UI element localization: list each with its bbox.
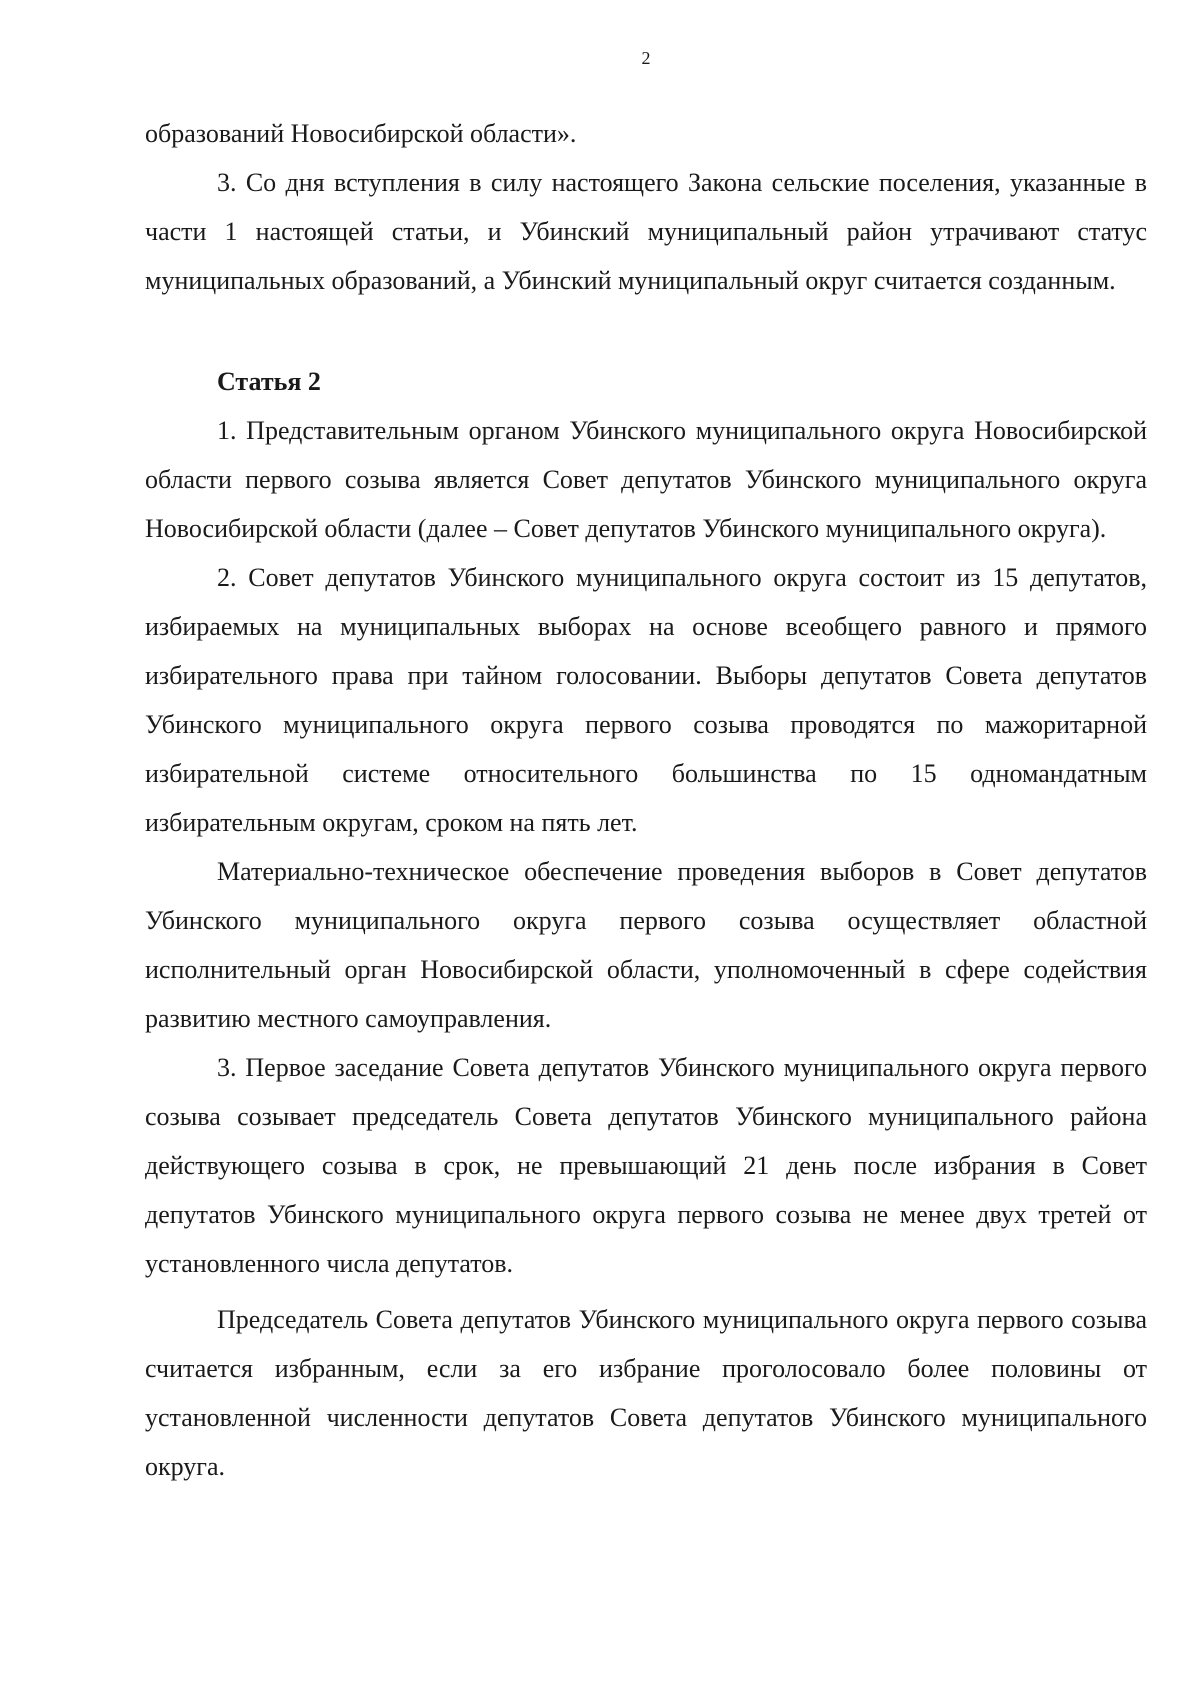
article-paragraph-chairman: Председатель Совета депутатов Убинского муниципального округа первого созыва считается избранным, если за его избрание проголосовало более половины от установленной численности депутатов Совета депутатов Убинского муниципального округа.	[145, 1305, 1147, 1481]
paragraph-continuation: образований Новосибирской области».	[145, 119, 577, 148]
article-paragraph-1: 1. Представительным органом Убинского муниципального округа Новосибирской области первого созыва является Совет депутатов Убинского муниципального округа Новосибирской области (далее – Совет депутатов Убинского муниципального округа).	[145, 416, 1147, 543]
article-paragraph-2: 2. Совет депутатов Убинского муниципального округа состоит из 15 депутатов, избираемых на муниципальных выборах на основе всеобщего равного и прямого избирательного права при тайном голосовании. Выборы депутатов Совета депутатов Убинского муниципального округа первого созыва проводятся по мажоритарной избирательной системе относительного большинства по 15 одномандатным избирательным округам, сроком на пять лет.	[145, 563, 1147, 837]
article-paragraph-material-support: Материально-техническое обеспечение проведения выборов в Совет депутатов Убинского муниципального округа первого созыва осуществляет областной исполнительный орган Новосибирской области, уполномоченный в сфере содействия развитию местного самоуправления.	[145, 857, 1147, 1033]
document-body	[145, 109, 1147, 1491]
article-title: Статья 2	[217, 367, 321, 396]
page-number: 2	[641, 48, 651, 68]
article-paragraph-3: 3. Первое заседание Совета депутатов Убинского муниципального округа первого созыва созывает председатель Совета депутатов Убинского муниципального района действующего созыва в срок, не превышающий 21 день после избрания в Совет депутатов Убинского муниципального округа первого созыва не менее двух третей от установленного числа депутатов.	[145, 1053, 1147, 1278]
paragraph-item-3: 3. Со дня вступления в силу настоящего Закона сельские поселения, указанные в части 1 настоящей статьи, и Убинский муниципальный район утрачивают статус муниципальных образований, а Убинский муниципальный округ считается созданным.	[145, 168, 1147, 295]
